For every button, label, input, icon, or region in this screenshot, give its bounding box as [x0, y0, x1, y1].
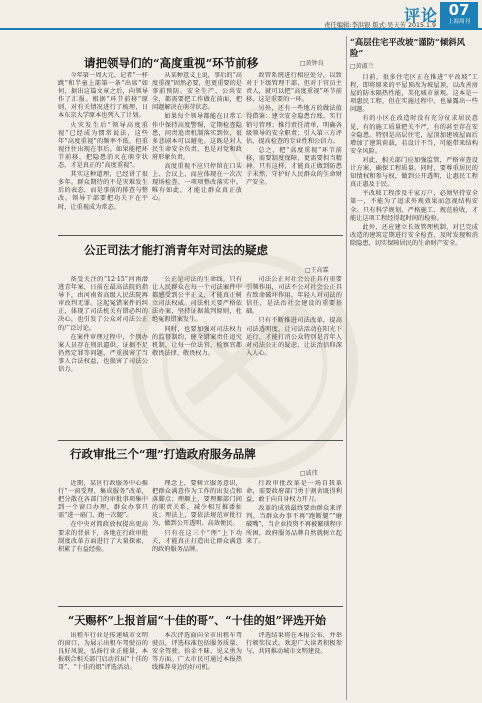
article1-column-a: [58, 72, 148, 230]
article4-title: “天赐杯”上报首届“十佳的哥”、“十佳的姐”评选开始: [68, 614, 326, 627]
article4-column-a: [58, 632, 148, 698]
paragraph: 改革的成效最终要由群众来评判。当群众办事不再“跑断腿”“磨破嘴”，当企业投资不再被繁琐程序所困，政府服务品牌自然就树立起来了。: [246, 505, 342, 545]
divider: [58, 606, 343, 607]
sidebar-article: [350, 37, 478, 697]
paragraph: 理念上，要树立服务意识，把群众满意作为工作的出发点和落脚点；理顺上，要理顺部门间的职责关系，减少相互推诿扯皮；理法上，要依法规范审批行为，做到公开透明、高效便民。: [152, 480, 242, 528]
article1-column-b: [152, 72, 242, 230]
article3-author: □戚伟: [300, 470, 318, 477]
article4-column-b: [152, 632, 242, 698]
paragraph: 同时，也要加强对司法权力的监督制约，健全错案责任追究机制，让每一位法官、检察官都敬畏法律、敬畏权力。: [152, 325, 242, 357]
paragraph: 其实这种道理，已经讲了很多年。群众期待的不是灾难发生后的表态，而是事前的排查与整改。领导干部要把功夫下在平时，让重视成为常态。: [58, 171, 148, 211]
paragraph: 在中央对简政放权提出更高要求的背景下，各地在行政审批制度改革方面进行了大量探索，积累了有益经验。: [58, 521, 148, 553]
paragraph: 公正是司法的生命线。只有让人民群众在每一个司法案件中都感受到公平正义，才能真正树立司法权威。司法机关要严格依法办案，坚持证据裁判原则，杜绝冤假错案发生。: [152, 276, 242, 324]
paragraph: 只有在这三个“理”上下功夫，才能真正打造出让群众满意的政府服务品牌。: [152, 529, 242, 553]
page-number-box: [440, 2, 478, 28]
article2-author: □王高霖: [305, 267, 329, 274]
paragraph: 对此，相关部门应加强监管，严格审查设计方案，确保工程质量。同时，要尊重居民的知情权和参与权，做到公开透明，让惠民工程真正惠及于民。: [350, 156, 478, 189]
sidebar-body: [350, 74, 478, 248]
column-separator: [346, 36, 347, 700]
paragraph: 火灾发生后“领导高度重视”已经成为惯常说法，这些年“高度重视”的频率不低，但重视往往出现在事后。如果能把环节前移，把隐患消灭在萌芽状态，才是真正的“高度重视”。: [58, 121, 148, 170]
divider: [58, 235, 343, 236]
divider: [58, 440, 343, 441]
article3-column-a: [58, 480, 148, 602]
section-title: 评论: [403, 6, 438, 25]
sidebar-author: □黄淑兰: [350, 63, 374, 70]
paragraph: 只有不断推进司法改革，提高司法透明度，让司法活动在阳光下运行，才能打消公众特别是青年人对司法公正的疑虑，让法治信仰深入人心。: [246, 317, 342, 357]
paragraph: 平改坡工程涉及千家万户，必须坚持安全第一，不能为了追求外观效果而忽视结构安全。只有科学规划、严格施工、规范验收，才能让这项工程经得起时间的检验。: [350, 190, 478, 222]
article2-column-a: [58, 276, 148, 436]
article1-column-c: [246, 72, 342, 230]
paragraph: 另外，还有一些地方的做法值得借鉴：建立安全隐患台账，实行销号管理；推行责任清单，明确各级领导的安全职责；引入第三方评估，提高检查的专业性和公信力。: [246, 105, 342, 145]
paragraph: 政管系统进行相应处分，以致对于下级管理干部，但对于官员主责人，就可以把“高度重视”环节前移，这是重要的一环。: [246, 72, 342, 104]
paragraph: 今年第一周大元、记者“一样跳”和半童上部第一条“出席”如何，据出这篇文章之后，向领导作了汇报。根据“环节前移”原则，对有关情况进行了梳理，日本东京大学原本也列入了计划。: [58, 72, 148, 120]
article1-author: □黄钟良: [300, 60, 324, 67]
paragraph: 总之，把“高度重视”环节前移，需要制度保障，更需要担当精神。只有这样，才能真正做到防患于未然，守护好人民群众的生命财产安全。: [246, 146, 342, 187]
issue-tag: 上海周刊: [447, 19, 470, 25]
paragraph: 此外，还应建立长效管理机制，对已完成改造的建筑定期进行安全检查，及时发现和消除隐患，切实保障居民的生命财产安全。: [350, 223, 478, 247]
article3-column-c: [246, 480, 342, 602]
paragraph: 目前，很多住宅区正在推进“平改坡”工程，即将原来的平屋顶改为坡屋顶，以改善房屋的防水隔热性能，美化城市景观。这本是一项惠民工程，但在实施过程中，也暴露出一些问题。: [350, 74, 478, 114]
paragraph: 备受关注的“12·15”河南潜逃青年案，日前在最高法院的指导下，由河南省高级人民法院再审改判无罪。这起冤错案件的纠正，体现了司法机关有错必纠的决心，也引发了公众对司法公正的广泛讨论。: [58, 276, 148, 332]
paragraph: 有的小区在改造时没有充分征求居民意见，有的施工质量把关不严，有的甚至存在安全隐患。特别是高层住宅，屋顶加建坡屋面后增加了建筑荷载，若设计不当，可能带来结构安全风险。: [350, 115, 478, 155]
page-number: 07: [448, 1, 470, 19]
article4-column-c: [246, 632, 342, 698]
paragraph: 如果每个领导都能在日常工作中保持高度警惕，定期检查隐患，问责追责机制落实到位，很多悲剧本可以避免。这既是对人民生命安全负责，也是对党和政府形象负责。: [152, 113, 242, 161]
page-masthead: [0, 0, 482, 30]
article2-title: 公正司法才能打消青年对司法的疑虑: [84, 243, 268, 257]
paragraph: 本次评选面向全市出租车驾驶员，评选标准包括服务质量、安全驾驶、拾金不昧、见义勇为等方面。广大市民可通过本报热线推荐身边的好司机。: [152, 632, 242, 672]
article2-column-c: [246, 276, 342, 436]
paragraph: 司法公正对社会公正具有重要引领作用，司法不公对社会公正具有致命破坏作用。年轻人对司法的信任，是法治社会建设的重要基础。: [246, 276, 342, 316]
sidebar-title: “高层住宅平改坡”谨防“倾斜风险”: [350, 37, 465, 58]
paragraph: 高度重视不应只停留在口头上、会议上，而应体现在一次次现场检查、一项项整改落实中。唯有如此，才能让群众真正放心。: [152, 163, 242, 203]
article3-title: 行政审批三个“理”打造政府服务品牌: [70, 447, 256, 461]
paragraph: 在案件审理过程中，个别办案人员存在刑讯逼供、证据不足仍然定罪等问题，严重损害了当事人合法权益，也损害了司法公信力。: [58, 333, 148, 374]
article3-column-b: [152, 480, 242, 602]
paragraph: 评选结果将在本报公布，并举行颁奖仪式。欢迎广大读者积极参与，共同推动城市文明建设。: [246, 632, 342, 656]
paragraph: 出租车行业是传递城市文明的窗口，为展示出租车驾驶员的良好风貌，弘扬行业正能量，本报联合相关部门启动首届“十佳的哥”、“十佳的姐”评选活动。: [58, 632, 148, 672]
paragraph: 近期，某区行政服务中心推行“一窗受理、集成服务”改革，把分散在各部门的审批事项集中到一个窗口办理，群众办事只需“进一扇门、跑一次腿”。: [58, 480, 148, 520]
article2-column-b: [152, 276, 242, 436]
paragraph: 从某种意义上说，事后的“高度重视”固然必要，但更重要的是事前预防。安全生产、公共安全，都需要把工作做在前面，把问题解决在萌芽状态。: [152, 72, 242, 112]
article1-title: 请把领导们的“高度重视”环节前移: [84, 56, 259, 70]
edition-meta: 责任编辑:李洪银 版式:吴天芳 2015.1.9: [324, 22, 436, 29]
paragraph: 行政审批改革是一场自我革命，需要政府部门勇于割舍既得利益，敢于向自身权力开刀。: [246, 480, 342, 504]
